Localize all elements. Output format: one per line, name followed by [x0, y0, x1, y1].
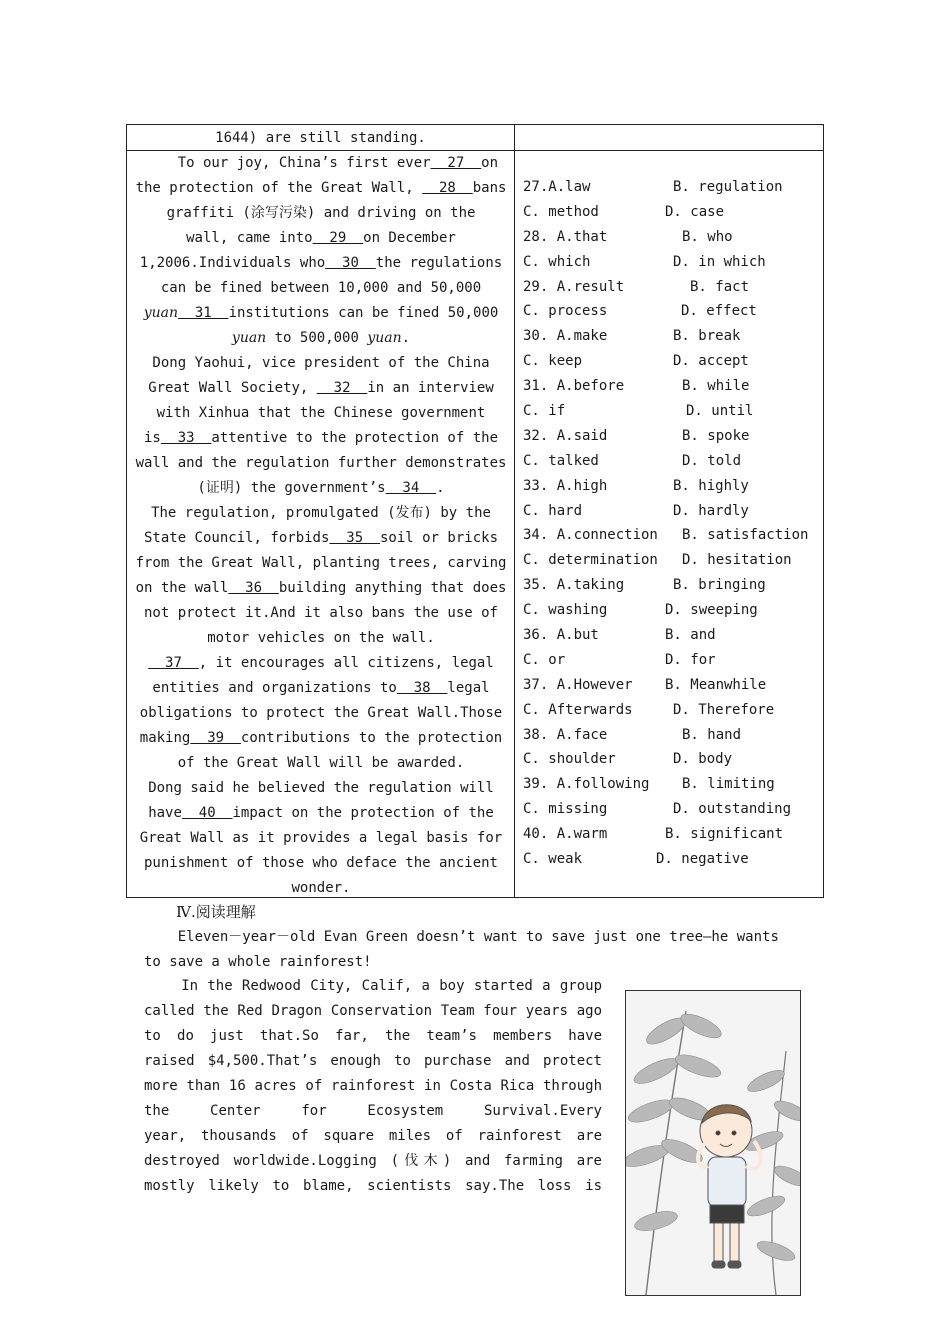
- passage-text: have: [148, 805, 182, 821]
- passage-text: motor vehicles on the wall.: [207, 630, 435, 646]
- answer-blank: 40: [181, 805, 233, 821]
- passage-line: [135, 151, 507, 176]
- option-right: B. satisfaction: [682, 527, 809, 544]
- option-left: C. method: [523, 203, 599, 220]
- answer-blank: 29: [312, 230, 364, 246]
- passage-line: [135, 526, 507, 551]
- option-line: [523, 723, 818, 748]
- passage-text: on: [481, 155, 498, 171]
- option-left: C. washing: [523, 602, 608, 619]
- body-line: to do just that.So far, the team’s members have: [144, 1028, 602, 1044]
- passage-line: [135, 576, 507, 601]
- option-line: [523, 225, 818, 250]
- passage-text: the protection of the Great Wall,: [135, 180, 423, 196]
- passage-line: [135, 851, 507, 876]
- option-line: [523, 598, 818, 623]
- answer-blank: 36: [228, 580, 279, 596]
- body-line: year, thousands of square miles of rainforest are: [144, 1128, 602, 1144]
- body-line: raised $4,500.That’s enough to purchase and protect: [144, 1053, 602, 1069]
- passage-line: [135, 376, 507, 401]
- passage-text: on the wall: [135, 580, 229, 596]
- answer-blank: 37: [148, 655, 199, 671]
- passage-line: [135, 351, 507, 376]
- option-line: [523, 847, 818, 872]
- option-line: [523, 548, 818, 573]
- option-line: [523, 250, 818, 275]
- table-top-row: [127, 125, 823, 151]
- passage-text: To our joy, China’s first ever: [143, 155, 431, 171]
- intro-line: Eleven－year－old Evan Green doesn’t want to save just one tree—he wants: [144, 929, 779, 945]
- answer-blank: 38: [396, 680, 448, 696]
- passage-text: attentive to the protection of the: [211, 430, 498, 446]
- passage-text: yuan: [143, 305, 178, 321]
- passage-line: [135, 426, 507, 451]
- cloze-options: [523, 175, 818, 872]
- option-line: [523, 747, 818, 772]
- option-right: D. sweeping: [665, 602, 758, 619]
- passage-text: 1,2006.Individuals who: [139, 255, 326, 271]
- option-left: C. determination: [523, 552, 658, 569]
- passage-line: [135, 501, 507, 526]
- answer-blank: 28: [422, 180, 473, 196]
- passage-text: can be fined between 10,000 and 50,000: [160, 280, 482, 296]
- passage-text: wall, came into: [186, 230, 313, 246]
- passage-line: [135, 301, 507, 326]
- passage-text: in an interview: [367, 380, 494, 396]
- option-left: C. keep: [523, 353, 583, 370]
- option-left: C. shoulder: [523, 751, 616, 768]
- passage-line: [135, 226, 507, 251]
- passage-line: [135, 676, 507, 701]
- option-left: C. weak: [523, 851, 583, 868]
- option-line: [523, 698, 818, 723]
- reading-body: [144, 974, 602, 1199]
- passage-line: [135, 626, 507, 651]
- option-right: D. in which: [673, 253, 766, 270]
- option-right: D. accept: [673, 353, 749, 370]
- passage-text: building anything that does: [278, 580, 507, 596]
- passage-line: [135, 201, 507, 226]
- passage-text: entities and organizations to: [152, 680, 397, 696]
- passage-text: contributions to the protection: [240, 730, 503, 746]
- passage-text: graffiti (涂写污染) and driving on the: [166, 205, 476, 221]
- option-right: D. effect: [681, 303, 757, 320]
- answer-blank: 32: [316, 380, 368, 396]
- option-right: B. and: [665, 627, 716, 644]
- option-right: B. fact: [690, 278, 750, 295]
- passage-line: [135, 776, 507, 801]
- option-line: [523, 772, 818, 797]
- option-right: B. limiting: [682, 776, 775, 793]
- option-right: B. while: [682, 378, 750, 395]
- option-line: [523, 648, 818, 673]
- option-right: D. negative: [656, 851, 749, 868]
- passage-text: Dong Yaohui, vice president of the China: [152, 355, 490, 371]
- illustration-boy-with-leaves: [625, 990, 801, 1296]
- passage-text: from the Great Wall, planting trees, carving: [135, 555, 507, 571]
- passage-text: institutions can be fined 50,000: [228, 305, 499, 321]
- passage-text: .: [436, 480, 445, 496]
- option-left: 36. A.but: [523, 627, 599, 644]
- option-right: D. told: [682, 452, 742, 469]
- option-left: C. missing: [523, 801, 608, 818]
- option-right: B. break: [673, 328, 741, 345]
- option-line: [523, 822, 818, 847]
- passage-text: is: [143, 430, 161, 446]
- reading-intro: [144, 925, 779, 975]
- option-right: D. until: [686, 403, 754, 420]
- option-right: B. who: [682, 228, 733, 245]
- passage-line: [135, 551, 507, 576]
- passage-text: not protect it.And it also bans the use of: [143, 605, 498, 621]
- option-right: B. regulation: [673, 179, 783, 195]
- option-right: B. bringing: [673, 577, 766, 594]
- option-line: [523, 399, 818, 424]
- passage-line: [135, 401, 507, 426]
- option-line: [523, 449, 818, 474]
- passage-text: wonder.: [291, 880, 351, 896]
- passage-text: punishment of those who deface the ancient: [143, 855, 498, 871]
- option-right: D. hardly: [673, 502, 749, 519]
- option-left: 28. A.that: [523, 228, 608, 245]
- option-left: 31. A.before: [523, 378, 625, 395]
- body-line: In the Redwood City, Calif, a boy started a group: [144, 978, 602, 994]
- option-right: D. hesitation: [682, 552, 792, 569]
- option-line: [523, 474, 818, 499]
- option-line: [523, 797, 818, 822]
- answer-blank: 34: [385, 480, 437, 496]
- option-left: C. process: [523, 303, 608, 320]
- answer-blank: 33: [160, 430, 212, 446]
- option-left: 37. A.However: [523, 676, 633, 693]
- option-line: [523, 349, 818, 374]
- option-left: 39. A.following: [523, 776, 650, 793]
- option-left: C. Afterwards: [523, 701, 633, 718]
- passage-text: wall and the regulation further demonstrates: [135, 455, 507, 471]
- passage-text: obligations to protect the Great Wall.Those: [139, 705, 503, 721]
- option-right: B. significant: [665, 826, 784, 843]
- option-left: C. or: [523, 651, 566, 668]
- passage-text: Dong said he believed the regulation will: [148, 780, 494, 796]
- body-line: called the Red Dragon Conservation Team four years ago: [144, 1003, 602, 1019]
- leaves-boy-picture: [626, 991, 800, 1295]
- top-fragment: 1644) are still standing.: [215, 130, 426, 146]
- column-divider: [514, 125, 515, 897]
- passage-text: legal: [447, 680, 490, 696]
- option-right: B. spoke: [682, 427, 750, 444]
- passage-text: .: [401, 330, 411, 346]
- body-line: more than 16 acres of rainforest in Costa Rica through: [144, 1078, 602, 1094]
- answer-blank: 30: [325, 255, 376, 271]
- intro-line: to save a whole rainforest!: [144, 954, 372, 970]
- answer-blank: 35: [329, 530, 380, 546]
- passage-text: impact on the protection of the: [232, 805, 494, 821]
- passage-line: [135, 476, 507, 501]
- passage-line: [135, 451, 507, 476]
- option-line: [523, 523, 818, 548]
- passage-text: making: [139, 730, 191, 746]
- passage-text: yuan: [367, 330, 402, 346]
- option-line: [523, 673, 818, 698]
- passage-text: the regulations: [375, 255, 503, 271]
- option-right: B. Meanwhile: [665, 676, 767, 693]
- passage-line: [135, 826, 507, 851]
- passage-line: [135, 326, 507, 351]
- option-right: B. highly: [673, 477, 749, 494]
- option-line: [523, 299, 818, 324]
- passage-text: Great Wall as it provides a legal basis for: [139, 830, 503, 846]
- answer-blank: 27: [430, 155, 482, 171]
- option-line: [523, 374, 818, 399]
- option-right: B. hand: [682, 726, 742, 743]
- passage-text: State Council, forbids: [143, 530, 330, 546]
- passage-text: (证明) the government’s: [197, 480, 386, 496]
- option-left: 33. A.high: [523, 477, 608, 494]
- body-line: mostly likely to blame, scientists say.The loss is: [144, 1178, 602, 1194]
- option-right: D. Therefore: [673, 701, 775, 718]
- option-left: 27.A.law: [523, 179, 591, 195]
- option-left: 38. A.face: [523, 726, 608, 743]
- option-line: [523, 424, 818, 449]
- cloze-passage: [135, 151, 507, 901]
- option-left: 40. A.warm: [523, 826, 608, 843]
- passage-text: to 500,000: [266, 330, 368, 346]
- option-left: 30. A.make: [523, 328, 608, 345]
- passage-line: [135, 601, 507, 626]
- passage-text: Great Wall Society,: [148, 380, 317, 396]
- passage-line: [135, 651, 507, 676]
- passage-text: of the Great Wall will be awarded.: [177, 755, 465, 771]
- answer-blank: 31: [178, 305, 229, 321]
- passage-text: The regulation, promulgated (发布) by the: [151, 505, 491, 521]
- option-left: 29. A.result: [523, 278, 625, 295]
- option-left: C. hard: [523, 502, 583, 519]
- cloze-table: [126, 124, 824, 898]
- passage-line: [135, 801, 507, 826]
- passage-line: [135, 251, 507, 276]
- option-line: [523, 499, 818, 524]
- passage-text: with Xinhua that the Chinese government: [156, 405, 486, 421]
- option-line: [523, 623, 818, 648]
- section-heading: Ⅳ.阅读理解: [176, 903, 256, 921]
- option-right: D. body: [673, 751, 733, 768]
- passage-line: [135, 751, 507, 776]
- body-line: the Center for Ecosystem Survival.Every: [144, 1103, 602, 1119]
- option-left: C. if: [523, 403, 566, 420]
- passage-text: bans: [472, 180, 507, 196]
- body-line: destroyed worldwide.Logging (伐木) and farming are: [144, 1153, 602, 1169]
- option-left: 34. A.connection: [523, 527, 658, 544]
- option-right: D. for: [665, 651, 716, 668]
- option-line: [523, 573, 818, 598]
- option-line: [523, 324, 818, 349]
- option-left: C. talked: [523, 452, 599, 469]
- passage-line: [135, 276, 507, 301]
- answer-blank: 39: [190, 730, 241, 746]
- option-line: [523, 200, 818, 225]
- passage-line: [135, 726, 507, 751]
- option-left: 32. A.said: [523, 427, 608, 444]
- option-left: C. which: [523, 253, 591, 270]
- passage-line: [135, 701, 507, 726]
- passage-text: soil or bricks: [380, 530, 499, 546]
- option-left: 35. A.taking: [523, 577, 625, 594]
- option-right: D. case: [665, 203, 725, 220]
- passage-text: yuan: [231, 330, 267, 346]
- passage-line: [135, 176, 507, 201]
- passage-line: [135, 876, 507, 901]
- passage-text: , it encourages all citizens, legal: [198, 655, 494, 671]
- option-line: [523, 275, 818, 300]
- option-right: D. outstanding: [673, 801, 792, 818]
- passage-text: on December: [363, 230, 456, 246]
- option-line: [523, 175, 818, 200]
